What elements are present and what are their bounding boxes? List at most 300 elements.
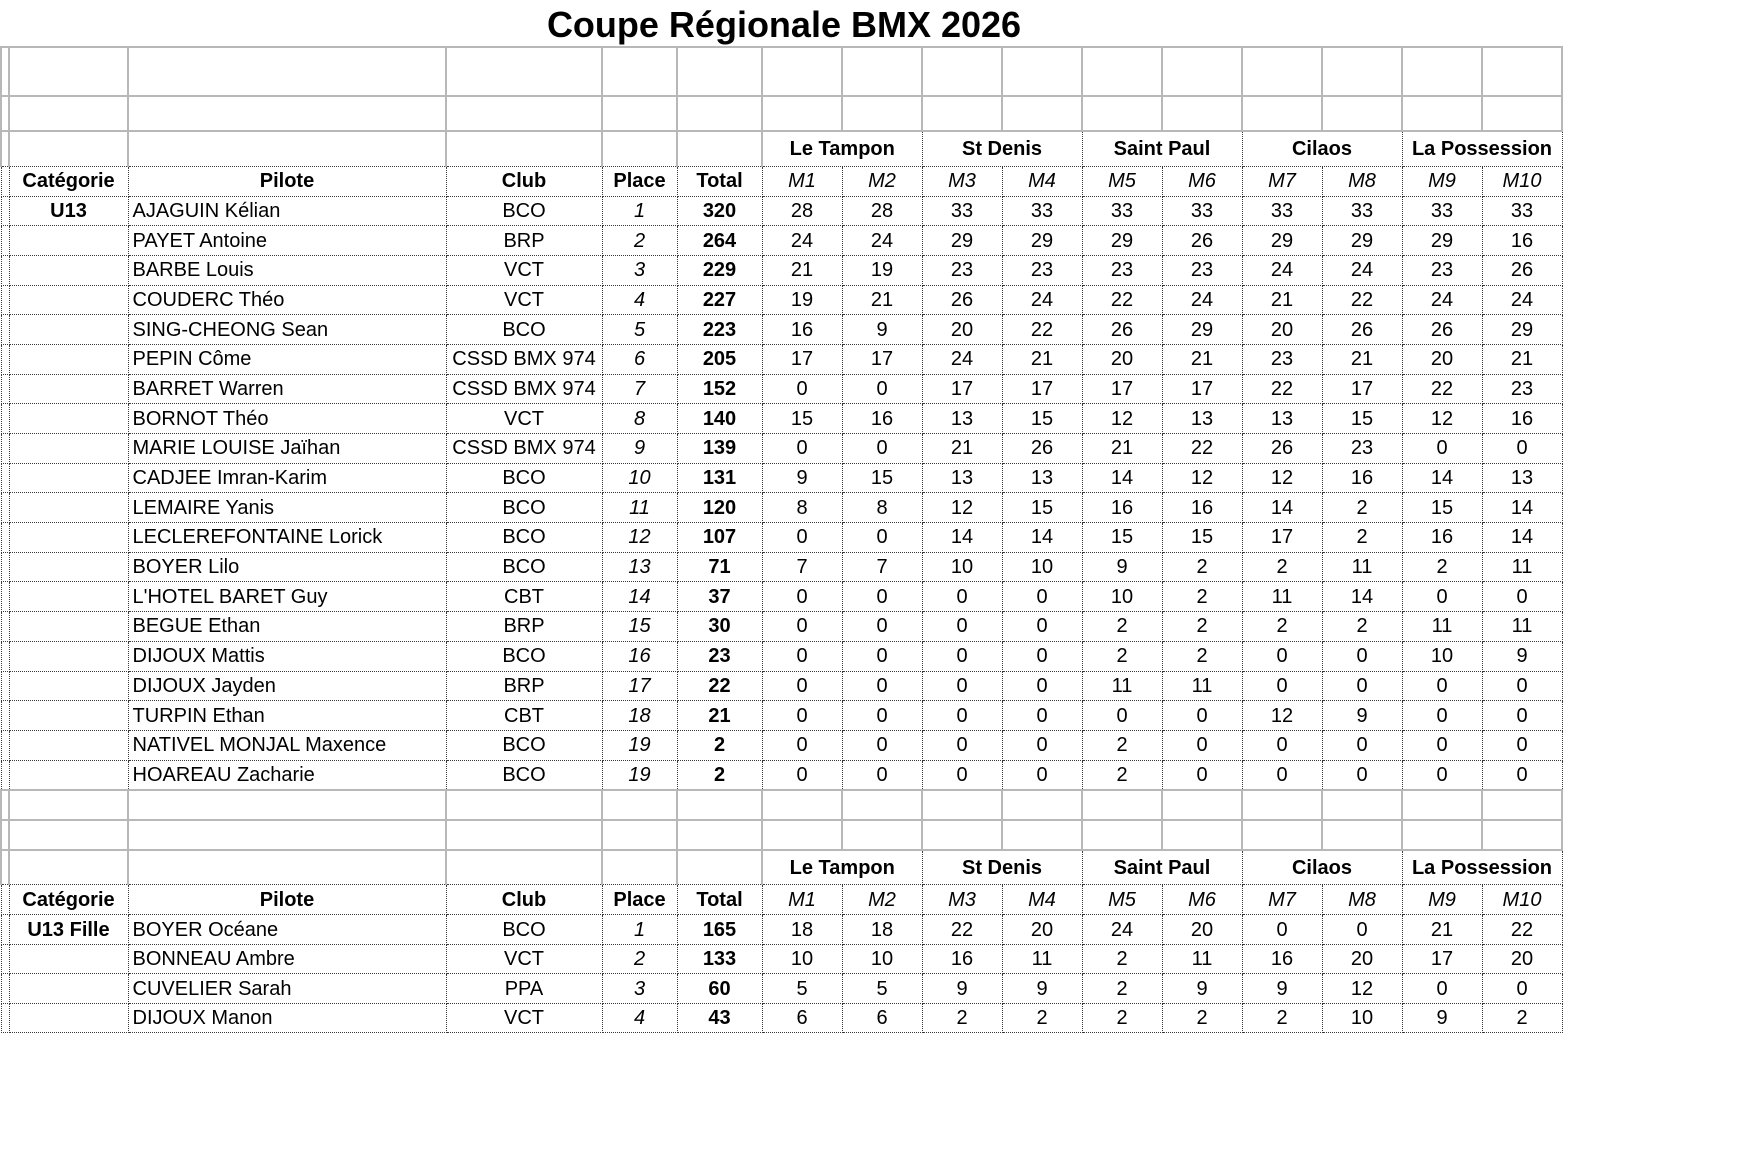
pilot-name: L'HOTEL BARET Guy (128, 582, 446, 612)
score-cell: 33 (1322, 196, 1402, 226)
total-value: 2 (677, 760, 762, 790)
spacer-row (1, 96, 1562, 131)
header-manche: M10 (1482, 885, 1562, 915)
header-club: Club (446, 885, 602, 915)
header-manche: M1 (762, 166, 842, 196)
score-cell: 26 (1402, 315, 1482, 345)
score-cell: 14 (922, 523, 1002, 553)
score-cell: 6 (842, 1003, 922, 1033)
empty-cell (1402, 47, 1482, 96)
score-cell: 0 (762, 434, 842, 464)
empty-cell (1162, 96, 1242, 131)
score-cell: 0 (1242, 671, 1322, 701)
table-row (1, 463, 1562, 493)
score-cell: 0 (1482, 434, 1562, 464)
venue-header: Le Tampon (762, 850, 922, 885)
score-cell: 0 (1322, 915, 1402, 945)
score-cell: 0 (1002, 612, 1082, 642)
score-cell: 0 (842, 760, 922, 790)
score-cell: 0 (842, 523, 922, 553)
score-cell: 0 (1322, 730, 1402, 760)
place-value: 16 (602, 641, 677, 671)
club-name: BRP (446, 226, 602, 256)
header-manche: M3 (922, 885, 1002, 915)
pilot-name: BOYER Lilo (128, 552, 446, 582)
category-label: U13 Fille (9, 915, 128, 945)
empty-cell (1, 96, 9, 131)
table-row (1, 404, 1562, 434)
score-cell: 16 (1482, 404, 1562, 434)
table-row (1, 671, 1562, 701)
table-row (1, 552, 1562, 582)
empty-cell (1242, 96, 1322, 131)
empty-cell (1322, 790, 1402, 820)
empty-cell (677, 820, 762, 850)
total-value: 131 (677, 463, 762, 493)
score-cell: 8 (842, 493, 922, 523)
empty-cell (602, 96, 677, 131)
empty-cell (1, 404, 9, 434)
empty-cell (762, 820, 842, 850)
total-value: 37 (677, 582, 762, 612)
club-name: CSSD BMX 974 (446, 374, 602, 404)
score-cell: 17 (1322, 374, 1402, 404)
score-cell: 24 (1242, 255, 1322, 285)
empty-cell (1002, 790, 1082, 820)
score-cell: 14 (1402, 463, 1482, 493)
score-cell: 13 (1162, 404, 1242, 434)
empty-cell (1, 915, 9, 945)
score-cell: 21 (1242, 285, 1322, 315)
empty-cell (1, 552, 9, 582)
place-value: 17 (602, 671, 677, 701)
club-name: BCO (446, 196, 602, 226)
category-label: U13 (9, 196, 128, 226)
score-cell: 0 (842, 434, 922, 464)
header-manche: M5 (1082, 166, 1162, 196)
score-cell: 0 (922, 582, 1002, 612)
place-value: 2 (602, 226, 677, 256)
score-cell: 24 (922, 344, 1002, 374)
score-cell: 0 (922, 730, 1002, 760)
empty-cell (677, 47, 762, 96)
empty-cell (842, 96, 922, 131)
score-cell: 26 (1002, 434, 1082, 464)
score-cell: 18 (842, 915, 922, 945)
empty-cell (1, 820, 9, 850)
empty-cell (9, 434, 128, 464)
score-cell: 0 (1322, 641, 1402, 671)
score-cell: 0 (1002, 701, 1082, 731)
score-cell: 21 (762, 255, 842, 285)
empty-cell (762, 790, 842, 820)
score-cell: 12 (1242, 463, 1322, 493)
empty-cell (1482, 820, 1562, 850)
score-cell: 0 (1242, 915, 1322, 945)
total-value: 21 (677, 701, 762, 731)
score-cell: 21 (1002, 344, 1082, 374)
score-cell: 2 (1082, 760, 1162, 790)
header-manche: M8 (1322, 885, 1402, 915)
pilot-name: SING-CHEONG Sean (128, 315, 446, 345)
score-cell: 15 (1082, 523, 1162, 553)
table-row (1, 523, 1562, 553)
score-cell: 2 (1162, 641, 1242, 671)
empty-cell (446, 96, 602, 131)
empty-cell (1, 641, 9, 671)
empty-cell (9, 760, 128, 790)
score-cell: 29 (1402, 226, 1482, 256)
score-cell: 26 (1322, 315, 1402, 345)
pilot-name: BARBE Louis (128, 255, 446, 285)
score-cell: 13 (1242, 404, 1322, 434)
score-cell: 14 (1242, 493, 1322, 523)
total-value: 227 (677, 285, 762, 315)
total-value: 223 (677, 315, 762, 345)
total-value: 120 (677, 493, 762, 523)
score-cell: 9 (762, 463, 842, 493)
total-value: 165 (677, 915, 762, 945)
score-cell: 0 (1482, 701, 1562, 731)
score-cell: 16 (1242, 944, 1322, 974)
empty-cell (922, 96, 1002, 131)
venue-header: Cilaos (1242, 131, 1402, 166)
score-cell: 0 (762, 701, 842, 731)
empty-cell (922, 820, 1002, 850)
score-cell: 17 (1162, 374, 1242, 404)
club-name: VCT (446, 285, 602, 315)
place-value: 18 (602, 701, 677, 731)
total-value: 229 (677, 255, 762, 285)
club-name: VCT (446, 1003, 602, 1033)
empty-cell (9, 285, 128, 315)
pilot-name: DIJOUX Mattis (128, 641, 446, 671)
empty-cell (922, 47, 1002, 96)
venue-header-row (1, 131, 1562, 166)
empty-cell (1, 760, 9, 790)
score-cell: 0 (1402, 582, 1482, 612)
score-cell: 2 (1082, 944, 1162, 974)
score-cell: 9 (1482, 641, 1562, 671)
score-cell: 24 (1002, 285, 1082, 315)
pilot-name: BARRET Warren (128, 374, 446, 404)
score-cell: 5 (762, 974, 842, 1004)
empty-cell (9, 552, 128, 582)
score-cell: 0 (762, 760, 842, 790)
total-value: 23 (677, 641, 762, 671)
venue-header: St Denis (922, 850, 1082, 885)
header-pilote: Pilote (128, 166, 446, 196)
empty-cell (446, 131, 602, 166)
empty-cell (1002, 96, 1082, 131)
club-name: CSSD BMX 974 (446, 434, 602, 464)
score-cell: 12 (1402, 404, 1482, 434)
page-title: Coupe Régionale BMX 2026 (546, 4, 1022, 45)
total-value: 107 (677, 523, 762, 553)
pilot-name: LEMAIRE Yanis (128, 493, 446, 523)
empty-cell (1082, 790, 1162, 820)
empty-cell (1, 1003, 9, 1033)
header-manche: M9 (1402, 166, 1482, 196)
table-row (1, 974, 1562, 1004)
club-name: VCT (446, 944, 602, 974)
score-cell: 0 (842, 374, 922, 404)
spacer-row (1, 790, 1562, 820)
score-cell: 2 (922, 1003, 1002, 1033)
header-manche: M6 (1162, 166, 1242, 196)
empty-cell (9, 850, 128, 885)
score-cell: 28 (762, 196, 842, 226)
pilot-name: BORNOT Théo (128, 404, 446, 434)
table-row (1, 285, 1562, 315)
score-cell: 5 (842, 974, 922, 1004)
score-cell: 2 (1002, 1003, 1082, 1033)
empty-cell (1162, 790, 1242, 820)
venue-header: St Denis (922, 131, 1082, 166)
score-cell: 20 (1402, 344, 1482, 374)
score-cell: 21 (1482, 344, 1562, 374)
header-categorie: Catégorie (9, 166, 128, 196)
score-cell: 15 (842, 463, 922, 493)
pilot-name: PAYET Antoine (128, 226, 446, 256)
score-cell: 10 (762, 944, 842, 974)
empty-cell (1, 850, 9, 885)
score-cell: 17 (922, 374, 1002, 404)
score-cell: 22 (1002, 315, 1082, 345)
score-cell: 16 (922, 944, 1002, 974)
empty-cell (9, 226, 128, 256)
pilot-name: NATIVEL MONJAL Maxence (128, 730, 446, 760)
header-manche: M2 (842, 885, 922, 915)
empty-cell (922, 790, 1002, 820)
score-cell: 13 (1002, 463, 1082, 493)
score-cell: 24 (1082, 915, 1162, 945)
score-cell: 20 (1082, 344, 1162, 374)
pilot-name: HOAREAU Zacharie (128, 760, 446, 790)
table-row (1, 315, 1562, 345)
empty-cell (9, 820, 128, 850)
pilot-name: DIJOUX Manon (128, 1003, 446, 1033)
header-manche: M10 (1482, 166, 1562, 196)
venue-header: Saint Paul (1082, 850, 1242, 885)
header-total: Total (677, 885, 762, 915)
score-cell: 33 (1082, 196, 1162, 226)
total-value: 140 (677, 404, 762, 434)
score-cell: 13 (922, 463, 1002, 493)
score-cell: 0 (922, 612, 1002, 642)
empty-cell (1162, 820, 1242, 850)
empty-cell (602, 820, 677, 850)
club-name: BCO (446, 641, 602, 671)
score-cell: 0 (1082, 701, 1162, 731)
empty-cell (762, 47, 842, 96)
score-cell: 17 (1002, 374, 1082, 404)
club-name: BCO (446, 915, 602, 945)
score-cell: 0 (762, 582, 842, 612)
empty-cell (1, 944, 9, 974)
empty-cell (128, 850, 446, 885)
place-value: 3 (602, 255, 677, 285)
score-cell: 21 (1082, 434, 1162, 464)
score-cell: 22 (1162, 434, 1242, 464)
total-value: 205 (677, 344, 762, 374)
score-cell: 29 (1242, 226, 1322, 256)
score-cell: 9 (1082, 552, 1162, 582)
score-cell: 29 (1482, 315, 1562, 345)
score-cell: 9 (1162, 974, 1242, 1004)
total-value: 2 (677, 730, 762, 760)
score-cell: 17 (762, 344, 842, 374)
empty-cell (1, 463, 9, 493)
place-value: 19 (602, 760, 677, 790)
spacer-row (1, 47, 1562, 96)
venue-header: La Possession (1402, 850, 1562, 885)
score-cell: 7 (842, 552, 922, 582)
table-row (1, 612, 1562, 642)
empty-cell (9, 315, 128, 345)
score-cell: 22 (922, 915, 1002, 945)
empty-cell (842, 820, 922, 850)
club-name: BCO (446, 493, 602, 523)
table-row (1, 434, 1562, 464)
score-cell: 0 (842, 582, 922, 612)
empty-cell (9, 344, 128, 374)
score-cell: 0 (842, 701, 922, 731)
header-manche: M8 (1322, 166, 1402, 196)
score-cell: 33 (1242, 196, 1322, 226)
score-cell: 0 (1242, 641, 1322, 671)
score-cell: 0 (762, 374, 842, 404)
score-cell: 17 (842, 344, 922, 374)
score-cell: 10 (922, 552, 1002, 582)
total-value: 133 (677, 944, 762, 974)
score-cell: 2 (1082, 1003, 1162, 1033)
score-cell: 11 (1162, 944, 1242, 974)
empty-cell (9, 463, 128, 493)
empty-cell (1242, 47, 1322, 96)
score-cell: 26 (922, 285, 1002, 315)
score-cell: 17 (1082, 374, 1162, 404)
score-cell: 2 (1082, 730, 1162, 760)
score-cell: 15 (762, 404, 842, 434)
empty-cell (9, 641, 128, 671)
score-cell: 0 (1482, 974, 1562, 1004)
score-cell: 0 (1002, 760, 1082, 790)
place-value: 2 (602, 944, 677, 974)
empty-cell (9, 47, 128, 96)
place-value: 10 (602, 463, 677, 493)
column-header-row (1, 885, 1562, 915)
empty-cell (1, 196, 9, 226)
empty-cell (762, 96, 842, 131)
empty-cell (128, 790, 446, 820)
header-place: Place (602, 885, 677, 915)
pilot-name: DIJOUX Jayden (128, 671, 446, 701)
empty-cell (1002, 47, 1082, 96)
score-cell: 7 (762, 552, 842, 582)
score-cell: 10 (1402, 641, 1482, 671)
empty-cell (677, 790, 762, 820)
empty-cell (1, 226, 9, 256)
empty-cell (9, 790, 128, 820)
score-cell: 33 (1162, 196, 1242, 226)
table-row (1, 701, 1562, 731)
table-row (1, 493, 1562, 523)
table-row (1, 226, 1562, 256)
place-value: 9 (602, 434, 677, 464)
score-cell: 0 (762, 523, 842, 553)
score-cell: 9 (922, 974, 1002, 1004)
empty-cell (9, 944, 128, 974)
score-cell: 2 (1242, 1003, 1322, 1033)
header-manche: M7 (1242, 166, 1322, 196)
score-cell: 21 (842, 285, 922, 315)
score-cell: 9 (1242, 974, 1322, 1004)
table-row (1, 641, 1562, 671)
score-cell: 0 (762, 730, 842, 760)
empty-cell (1402, 820, 1482, 850)
score-cell: 0 (842, 671, 922, 701)
pilot-name: BOYER Océane (128, 915, 446, 945)
header-total: Total (677, 166, 762, 196)
pilot-name: MARIE LOUISE Jaïhan (128, 434, 446, 464)
score-cell: 2 (1402, 552, 1482, 582)
empty-cell (9, 96, 128, 131)
table-row (1, 730, 1562, 760)
score-cell: 20 (1322, 944, 1402, 974)
score-cell: 29 (922, 226, 1002, 256)
score-cell: 33 (1402, 196, 1482, 226)
empty-cell (602, 47, 677, 96)
total-value: 22 (677, 671, 762, 701)
score-cell: 2 (1322, 493, 1402, 523)
place-value: 8 (602, 404, 677, 434)
empty-cell (1402, 790, 1482, 820)
place-value: 13 (602, 552, 677, 582)
score-cell: 0 (1482, 671, 1562, 701)
table-row (1, 196, 1562, 226)
total-value: 139 (677, 434, 762, 464)
pilot-name: CUVELIER Sarah (128, 974, 446, 1004)
club-name: BRP (446, 671, 602, 701)
empty-cell (1, 612, 9, 642)
score-cell: 9 (842, 315, 922, 345)
empty-cell (1, 166, 9, 196)
header-manche: M4 (1002, 885, 1082, 915)
place-value: 1 (602, 915, 677, 945)
club-name: BCO (446, 315, 602, 345)
score-cell: 11 (1322, 552, 1402, 582)
score-cell: 11 (1082, 671, 1162, 701)
score-cell: 22 (1482, 915, 1562, 945)
empty-cell (446, 820, 602, 850)
score-cell: 2 (1082, 612, 1162, 642)
place-value: 5 (602, 315, 677, 345)
venue-header-row (1, 850, 1562, 885)
empty-cell (1482, 96, 1562, 131)
score-cell: 23 (1402, 255, 1482, 285)
score-cell: 0 (1002, 671, 1082, 701)
header-manche: M3 (922, 166, 1002, 196)
club-name: BCO (446, 760, 602, 790)
empty-cell (1, 315, 9, 345)
score-cell: 22 (1082, 285, 1162, 315)
score-cell: 15 (1002, 493, 1082, 523)
score-cell: 18 (762, 915, 842, 945)
score-cell: 23 (1482, 374, 1562, 404)
score-cell: 2 (1322, 523, 1402, 553)
empty-cell (9, 523, 128, 553)
